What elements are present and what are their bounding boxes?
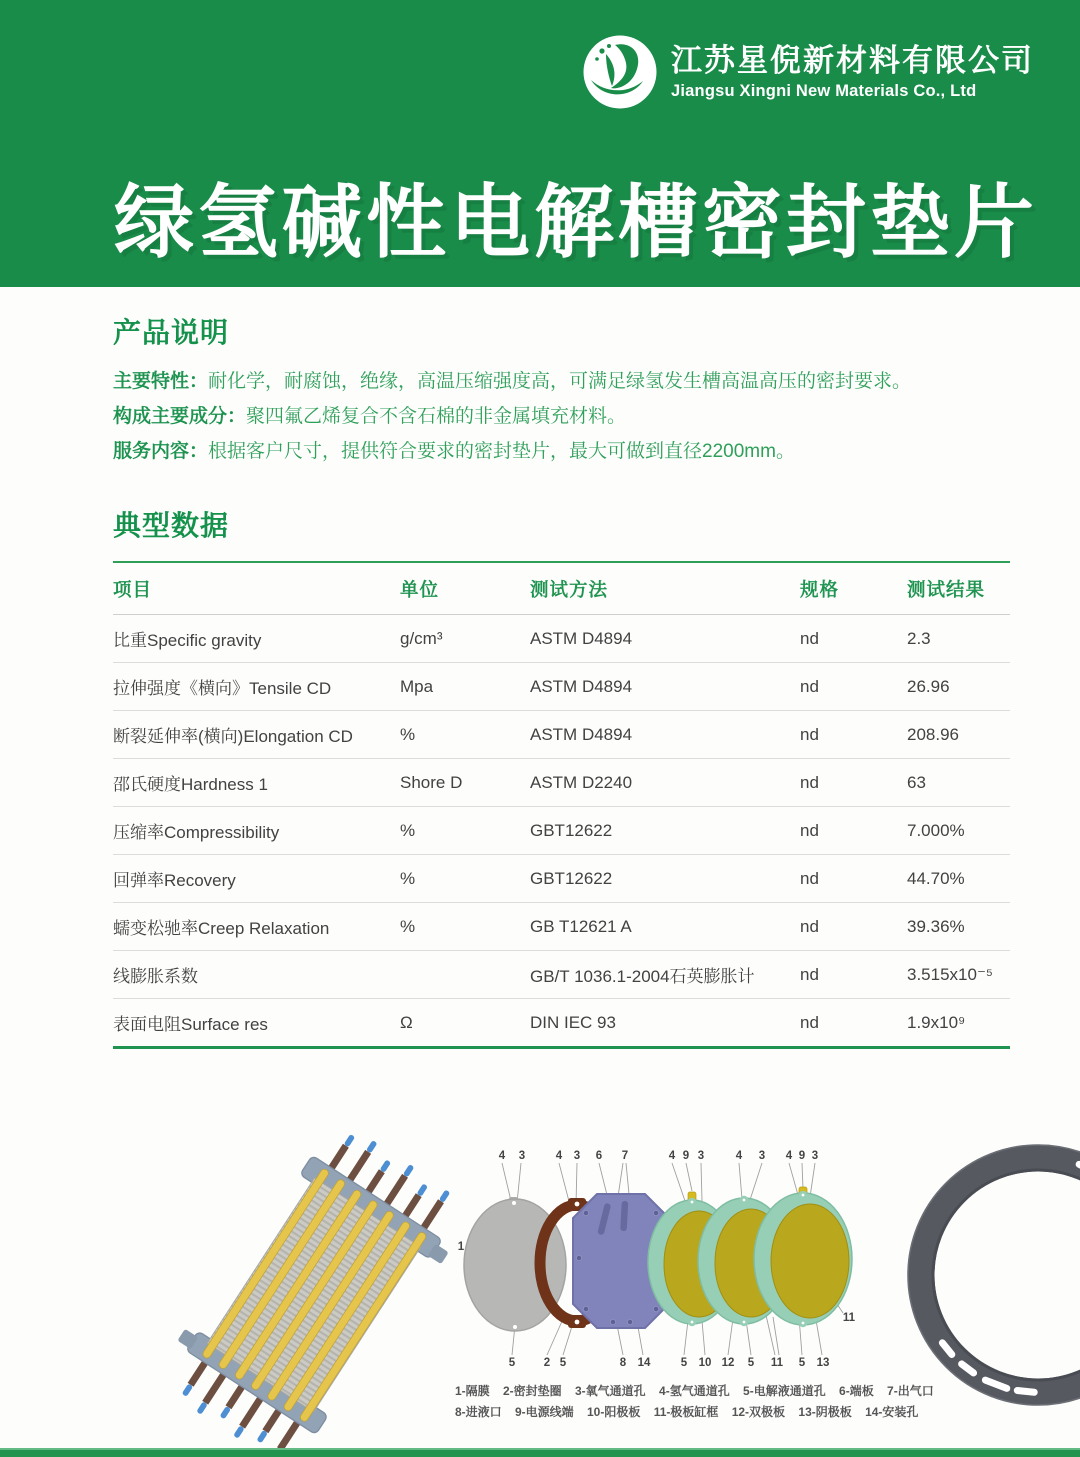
table-header-cell: 测试结果 — [907, 562, 1010, 615]
diagram-callout-number: 6 — [595, 1150, 603, 1162]
typical-data-body — [113, 615, 1010, 1048]
section-heading-product-description: 产品说明 — [113, 317, 230, 348]
table-cell: nd — [800, 759, 907, 807]
diagram-callout-number: 4 — [785, 1150, 793, 1162]
diagram-callout-number: 5 — [798, 1357, 806, 1369]
table-cell: 39.36% — [907, 903, 1010, 951]
diagram-callout-number: 5 — [747, 1357, 755, 1369]
table-row — [113, 999, 1010, 1048]
description-text: 根据客户尺寸，提供符合要求的密封垫片，最大可做到直径2200mm。 — [208, 441, 795, 462]
typical-data-header-row — [113, 562, 1010, 615]
product-description-list — [113, 364, 1010, 469]
table-cell: ASTM D2240 — [530, 759, 800, 807]
table-cell: GBT12622 — [530, 807, 800, 855]
typical-data-table — [113, 561, 1010, 1049]
table-row — [113, 903, 1010, 951]
table-cell: % — [400, 807, 530, 855]
table-cell: 44.70% — [907, 855, 1010, 903]
table-cell: DIN IEC 93 — [530, 1012, 616, 1032]
table-cell: Ω — [400, 1012, 413, 1032]
table-cell: 拉伸强度《横向》Tensile CD — [113, 663, 400, 711]
table-cell — [400, 951, 530, 999]
description-label: 构成主要成分： — [113, 406, 247, 427]
description-line — [113, 434, 1010, 469]
company-name-en: Jiangsu Xingni New Materials Co., Ltd — [671, 82, 977, 100]
table-row — [113, 807, 1010, 855]
hero-banner — [0, 0, 1080, 287]
diagram-callout-number: 9 — [682, 1150, 690, 1162]
diagram-callout-number: 3 — [811, 1150, 819, 1162]
table-cell: Mpa — [400, 663, 530, 711]
table-cell: 回弹率Recovery — [113, 855, 400, 903]
diagram-callout-number: 4 — [735, 1150, 743, 1162]
diagram-callout-number: 4 — [555, 1150, 563, 1162]
table-cell: GBT12622 — [530, 855, 800, 903]
table-cell: % — [400, 855, 530, 903]
diagram-callout-number: 11 — [842, 1312, 856, 1324]
description-text: 耐化学，耐腐蚀，绝缘，高温压缩强度高，可满足绿氢发生槽高温高压的密封要求。 — [208, 371, 912, 392]
company-name-cn: 江苏星倪新材料有限公司 — [671, 43, 1034, 78]
table-cell: 63 — [907, 759, 1010, 807]
table-cell: 1.9x10⁹ — [907, 1012, 966, 1032]
table-row — [113, 951, 1010, 999]
brand-block — [582, 34, 1034, 110]
table-row — [113, 855, 1010, 903]
table-cell: 比重Specific gravity — [113, 615, 400, 663]
diagram-callout-number: 8 — [619, 1357, 627, 1369]
diagram-callout-number: 14 — [637, 1357, 651, 1369]
table-cell: nd — [800, 1012, 819, 1032]
description-line — [113, 399, 1010, 434]
description-line — [113, 364, 1010, 399]
diagram-callout-number: 5 — [559, 1357, 567, 1369]
table-cell: g/cm³ — [400, 615, 530, 663]
section-heading-typical-data: 典型数据 — [113, 510, 230, 541]
table-cell: nd — [800, 711, 907, 759]
table-row — [113, 615, 1010, 663]
exploded-legend-line2: 8-进液口 9-电源线端 10-阳极板 11-极板缸框 12-双极板 13-阴极板 14-安装孔 — [455, 1405, 919, 1419]
diagram-callout-number: 3 — [573, 1150, 581, 1162]
table-cell: % — [400, 711, 530, 759]
diagram-callout-number: 10 — [698, 1357, 712, 1369]
table-header-cell: 项目 — [113, 562, 400, 615]
table-cell: nd — [800, 807, 907, 855]
table-cell: 蠕变松驰率Creep Relaxation — [113, 903, 400, 951]
exploded-legend-line1: 1-隔膜 2-密封垫圈 3-氧气通道孔 4-氢气通道孔 5-电解液通道孔 6-端板 7-出气口 — [455, 1384, 934, 1398]
description-text: 聚四氟乙烯复合不含石棉的非金属填充材料。 — [246, 406, 627, 427]
diagram-callout-number: 12 — [721, 1357, 735, 1369]
diagram-callout-number: 9 — [798, 1150, 806, 1162]
table-cell: 邵氏硬度Hardness 1 — [113, 759, 400, 807]
exploded-legend — [455, 1381, 934, 1423]
table-cell: 表面电阻Surface res — [113, 1015, 268, 1034]
description-label: 主要特性： — [113, 371, 209, 392]
gasket-ring-image — [885, 1129, 1080, 1425]
table-cell: 压缩率Compressibility — [113, 807, 400, 855]
table-cell: ASTM D4894 — [530, 663, 800, 711]
table-cell: ASTM D4894 — [530, 615, 800, 663]
electrolyzer-stack-image — [163, 1123, 465, 1457]
diagram-callout-number: 5 — [508, 1357, 516, 1369]
diagram-callout-number: 1 — [457, 1241, 465, 1253]
exploded-diagram — [455, 1119, 934, 1437]
table-cell: nd — [800, 615, 907, 663]
table-cell: 7.000% — [907, 807, 1010, 855]
table-cell: nd — [800, 951, 907, 999]
table-cell: % — [400, 903, 530, 951]
exploded-callout-layer — [455, 1143, 887, 1379]
diagram-callout-number: 13 — [816, 1357, 830, 1369]
table-row — [113, 759, 1010, 807]
diagram-callout-number: 7 — [621, 1150, 629, 1162]
table-cell: 208.96 — [907, 711, 1010, 759]
brand-names — [671, 42, 1034, 102]
content — [0, 311, 1080, 1457]
diagram-callout-number: 5 — [680, 1357, 688, 1369]
table-cell: 3.515x10⁻⁵ — [907, 951, 1010, 999]
table-cell: ASTM D4894 — [530, 711, 800, 759]
diagram-callout-number: 3 — [697, 1150, 705, 1162]
description-label: 服务内容： — [113, 441, 209, 462]
table-cell: 断裂延伸率(横向)Elongation CD — [113, 711, 400, 759]
company-logo-icon — [582, 34, 658, 110]
table-cell: Shore D — [400, 759, 530, 807]
diagram-callout-number: 3 — [518, 1150, 526, 1162]
table-row — [113, 711, 1010, 759]
diagram-callout-number: 4 — [668, 1150, 676, 1162]
footer-accent-bar — [0, 1448, 1080, 1457]
page-title: 绿氢碱性电解槽密封垫片 — [114, 178, 1038, 267]
table-header-cell: 测试方法 — [530, 562, 800, 615]
table-cell: 26.96 — [907, 663, 1010, 711]
table-cell: 2.3 — [907, 615, 1010, 663]
table-cell: nd — [800, 903, 907, 951]
table-cell: GB T12621 A — [530, 903, 800, 951]
diagram-callout-number: 2 — [543, 1357, 551, 1369]
diagram-callout-number: 4 — [498, 1150, 506, 1162]
table-header-cell: 单位 — [400, 562, 530, 615]
table-cell: nd — [800, 663, 907, 711]
table-cell: GB/T 1036.1-2004石英膨胀计 — [530, 951, 800, 999]
table-cell: nd — [800, 855, 907, 903]
table-row — [113, 663, 1010, 711]
figures-row — [113, 1119, 1010, 1457]
diagram-callout-number: 11 — [770, 1357, 784, 1369]
diagram-callout-number: 3 — [758, 1150, 766, 1162]
table-cell: 线膨胀系数 — [113, 951, 400, 999]
table-header-cell: 规格 — [800, 562, 907, 615]
